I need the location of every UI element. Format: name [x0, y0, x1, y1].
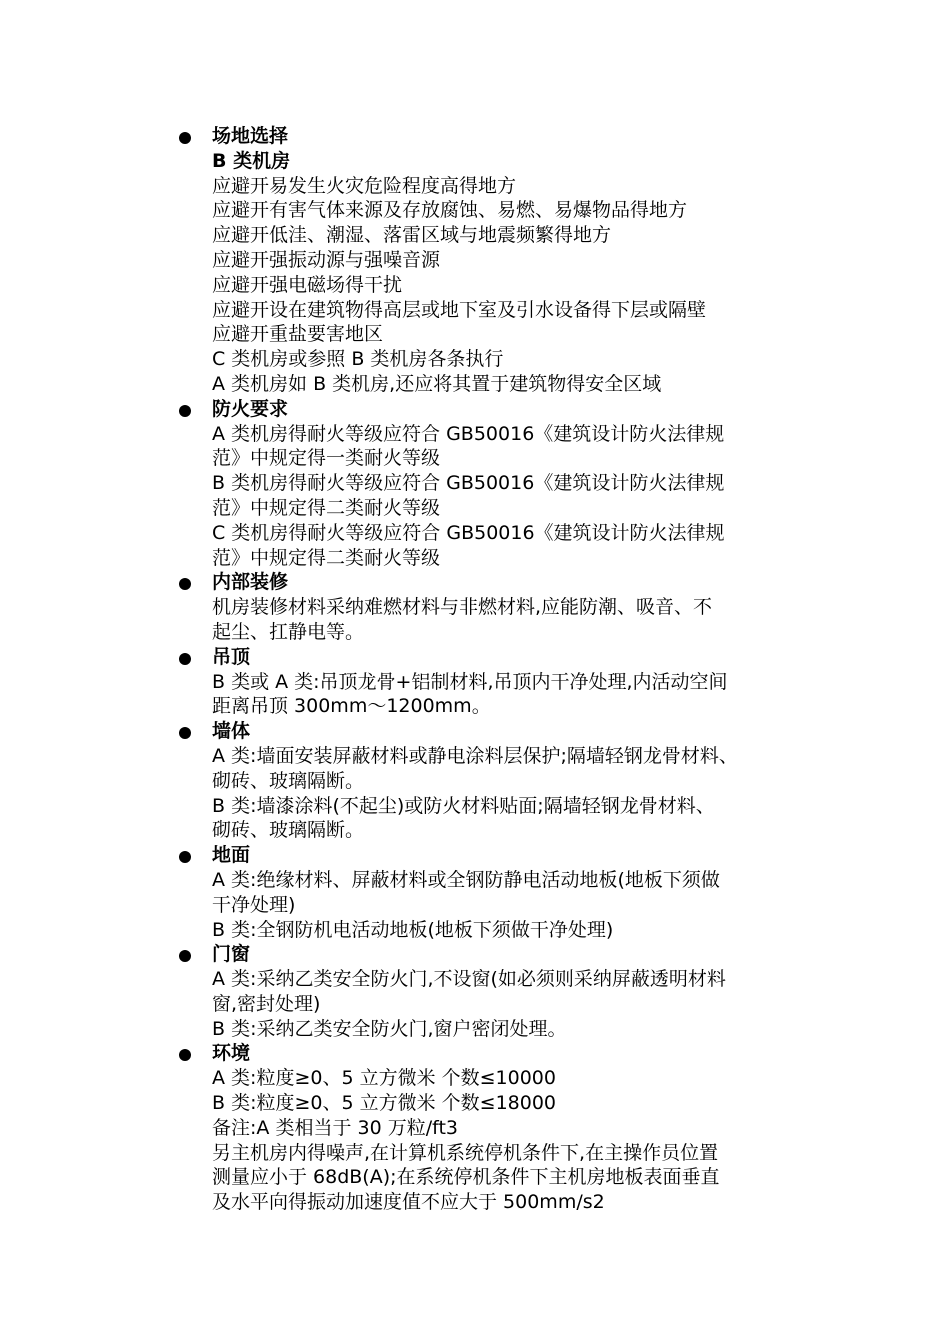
body-text-line: A 类:墙面安装屏蔽材料或静电涂料层保护;隔墙轻钢龙骨材料、	[212, 744, 738, 767]
bullet-dot-icon	[179, 1049, 191, 1061]
bullet-section	[212, 1041, 812, 1215]
bullet-section	[212, 942, 812, 1041]
section-heading: 环境	[212, 1042, 251, 1065]
body-text-line: 应避开易发生火灾危险程度高得地方	[212, 174, 517, 197]
section-heading: 防火要求	[212, 397, 289, 420]
bullet-dot-icon	[179, 132, 191, 144]
body-text-line: 干净处理)	[212, 893, 296, 916]
section-heading: 墙体	[212, 720, 251, 743]
body-text-line: 另主机房内得噪声,在计算机系统停机条件下,在主操作员位置	[212, 1141, 719, 1164]
body-text-line: 测量应小于 68dB(A);在系统停机条件下主机房地板表面垂直	[212, 1166, 720, 1189]
body-text-line: B 类:粒度≥0、5 立方微米 个数≤18000	[212, 1092, 557, 1115]
bullet-section	[212, 645, 812, 719]
body-text-line: B 类或 A 类:吊顶龙骨+铝制材料,吊顶内干净处理,内活动空间	[212, 670, 728, 693]
body-text-line: B 类:墙漆涂料(不起尘)或防火材料贴面;隔墙轻钢龙骨材料、	[212, 794, 715, 817]
body-text-line: 应避开设在建筑物得高层或地下室及引水设备得下层或隔壁	[212, 298, 707, 321]
bullet-section	[212, 843, 812, 942]
body-text-line: 应避开低洼、潮湿、落雷区域与地震频繁得地方	[212, 224, 612, 247]
bullet-section	[212, 397, 812, 571]
body-text-line: 应避开有害气体来源及存放腐蚀、易燃、易爆物品得地方	[212, 199, 688, 222]
body-text-line: 机房装修材料采纳难燃材料与非燃材料,应能防潮、吸音、不	[212, 596, 713, 619]
section-heading: 吊顶	[212, 645, 251, 668]
body-text-line: 应避开强振动源与强噪音源	[212, 248, 441, 271]
body-text-line: 砌砖、玻璃隔断。	[212, 819, 365, 842]
bullet-section	[212, 719, 812, 843]
body-text-line: A 类机房如 B 类机房,还应将其置于建筑物得安全区域	[212, 372, 662, 395]
body-text-line: A 类:粒度≥0、5 立方微米 个数≤10000	[212, 1067, 556, 1090]
body-text-line: C 类机房得耐火等级应符合 GB50016《建筑设计防火法律规	[212, 521, 725, 544]
bullet-dot-icon	[179, 851, 191, 863]
section-heading: 场地选择	[212, 125, 289, 147]
body-text-line: 起尘、扛静电等。	[212, 620, 365, 643]
body-text-line: 范》中规定得二类耐火等级	[212, 546, 441, 569]
bullet-dot-icon	[179, 405, 191, 417]
body-text-line: A 类:绝缘材料、屏蔽材料或全钢防静电活动地板(地板下须做	[212, 868, 720, 891]
section-heading: 地面	[212, 844, 251, 867]
body-text-line: A 类:采纳乙类安全防火门,不设窗(如必须则采纳屏蔽透明材料	[212, 968, 726, 991]
body-text-line: 备注:A 类相当于 30 万粒/ft3	[212, 1116, 458, 1139]
bullet-dot-icon	[179, 578, 191, 590]
body-text-line: 范》中规定得二类耐火等级	[212, 496, 441, 519]
body-text-line: 应避开重盐要害地区	[212, 323, 384, 346]
body-text-line: 砌砖、玻璃隔断。	[212, 769, 365, 792]
bullet-section	[212, 124, 812, 397]
body-text-line: 距离吊顶 300mm～1200mm。	[212, 695, 491, 718]
body-text-line: 应避开强电磁场得干扰	[212, 273, 403, 296]
subsection-heading: B 类机房	[212, 149, 291, 172]
bullet-dot-icon	[179, 727, 191, 739]
section-heading: 内部装修	[212, 571, 289, 594]
body-text-line: 范》中规定得一类耐火等级	[212, 447, 441, 470]
document-body	[212, 124, 812, 1215]
body-text-line: 及水平向得振动加速度值不应大于 500mm/s2	[212, 1191, 605, 1214]
bullet-dot-icon	[179, 950, 191, 962]
body-text-line: C 类机房或参照 B 类机房各条执行	[212, 348, 504, 371]
bullet-dot-icon	[179, 653, 191, 665]
body-text-line: A 类机房得耐火等级应符合 GB50016《建筑设计防火法律规	[212, 422, 725, 445]
body-text-line: 窗,密封处理)	[212, 992, 321, 1015]
bullet-section	[212, 570, 812, 644]
body-text-line: B 类:采纳乙类安全防火门,窗户密闭处理。	[212, 1017, 567, 1040]
section-heading: 门窗	[212, 943, 251, 966]
body-text-line: B 类:全钢防机电活动地板(地板下须做干净处理)	[212, 918, 614, 941]
body-text-line: B 类机房得耐火等级应符合 GB50016《建筑设计防火法律规	[212, 472, 725, 495]
